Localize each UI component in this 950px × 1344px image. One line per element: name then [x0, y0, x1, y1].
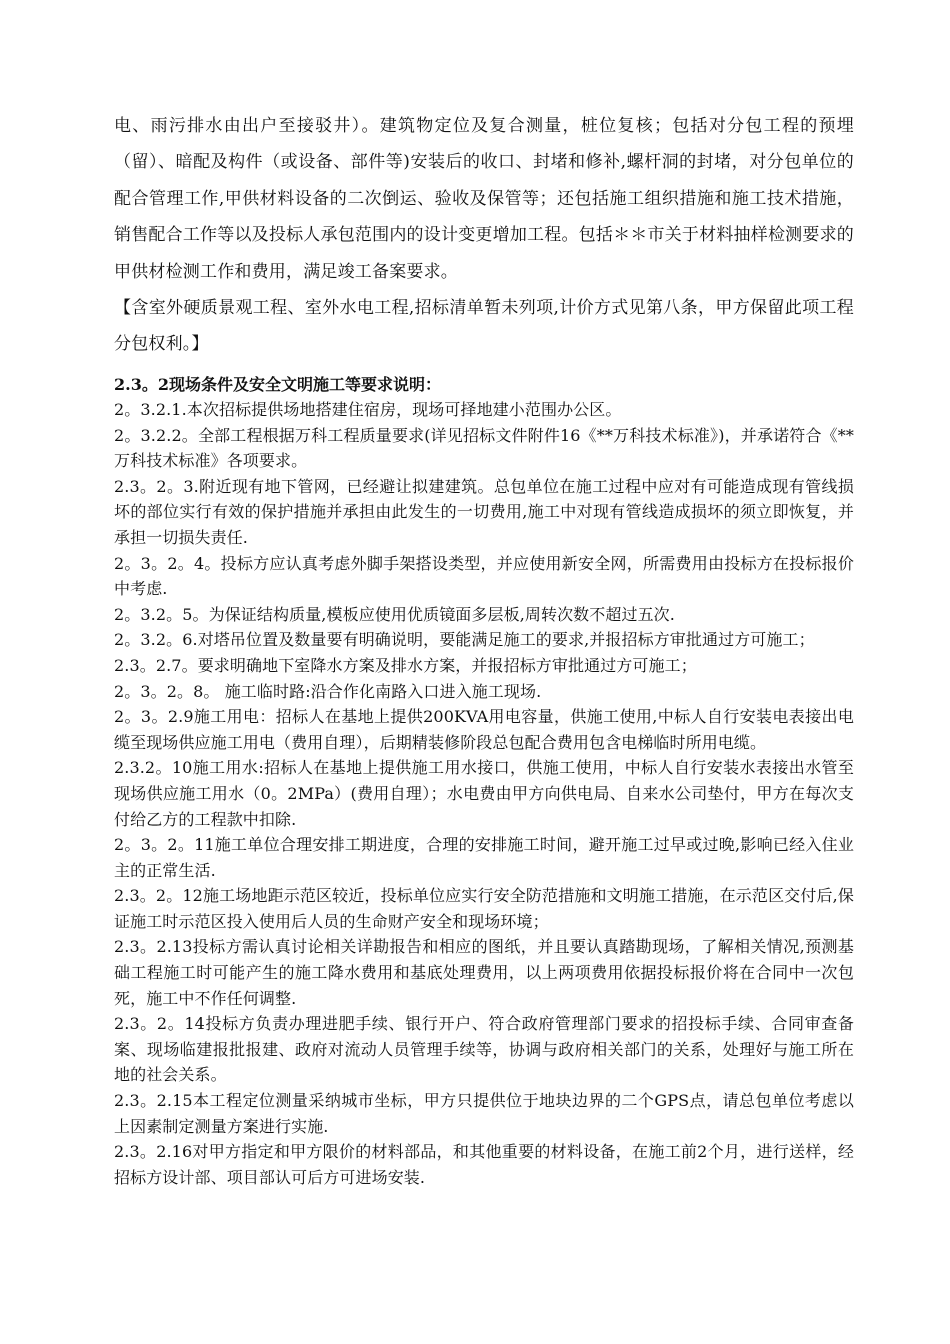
- clause-item: 2。3。2。8。 施工临时路:沿合作化南路入口进入施工现场.: [114, 681, 542, 701]
- intro-paragraph-scope: 电、雨污排水由出户至接驳井）。建筑物定位及复合测量，桩位复核；包括对分包工程的预埋（留）、暗配及构件（或设备、部件等)安装后的收口、封堵和修补,螺杆洞的封堵，对分包单位的配合管理工作,甲供材料设备的二次倒运、验收及保管等；还包括施工组织措施和施工技术措施，销售配合工作等以及投标人承包范围内的设计变更增加工程。包括＊＊市关于材料抽样检测要求的甲供材检测工作和费用，满足竣工备案要求。: [114, 116, 854, 282]
- clause-item: 2.3。2。12施工场地距示范区较近，投标单位应实行安全防范措施和文明施工措施，在示范区交付后,保证施工时示范区投入使用后人员的生命财产安全和现场环境；: [114, 886, 854, 931]
- clause-item: 2。3.2.2。全部工程根据万科工程质量要求(详见招标文件附件16《**万科技术标准》)，并承诺符合《**万科技术标准》各项要求。: [114, 425, 854, 471]
- section-heading: 2.3。2现场条件及安全文明施工等要求说明：: [114, 375, 441, 394]
- clause-item: 2。3.2.1.本次招标提供场地搭建住宿房，现场可择地建小范围办公区。: [114, 400, 622, 419]
- clause-item: 2.3。2.16对甲方指定和甲方限价的材料部品，和其他重要的材料设备，在施工前2个月，进行送样，经招标方设计部、项目部认可后方可进场安装.: [114, 1142, 854, 1187]
- clause-item: 2.3。2.15本工程定位测量采纳城市坐标，甲方只提供位于地块边界的二个GPS点，请总包单位考虑以上因素制定测量方案进行实施.: [114, 1091, 854, 1136]
- clause-item: 2.3.2。10施工用水:招标人在基地上提供施工用水接口，供施工使用，中标人自行安装水表接出水管至现场供应施工用水（0。2MPa）(费用自理）；水电费由甲方向供电局、自来水公司垫付，甲方在每次支付给乙方的工程款中扣除.: [114, 758, 854, 829]
- clause-item: 2。3。2.9施工用电：招标人在基地上提供200KVA用电容量，供施工使用,中标人自行安装电表接出电缆至现场供应施工用电（费用自理），后期精装修阶段总包配合费用包含电梯临时所用电缆。: [114, 707, 854, 752]
- clause-item: 2.3。2.13投标方需认真讨论相关详勘报告和相应的图纸，并且要认真踏勘现场，了解相关情况,预测基础工程施工时可能产生的施工降水费用和基底处理费用，以上两项费用依据投标报价将在合同中一次包死，施工中不作任何调整.: [114, 937, 854, 1008]
- clause-item: 2。3。2。4。投标方应认真考虑外脚手架搭设类型，并应使用新安全网，所需费用由投标方在投标报价中考虑.: [114, 553, 854, 599]
- clause-item: 2。3.2。6.对塔吊位置及数量要有明确说明，要能满足施工的要求,并报招标方审批通过方可施工；: [114, 630, 815, 650]
- clause-item: 2.3。2.7。要求明确地下室降水方案及排水方案，并报招标方审批通过方可施工；: [114, 655, 697, 675]
- intro-block: [114, 108, 854, 363]
- clause-item: 2.3。2。14投标方负责办理进肥手续、银行开户、符合政府管理部门要求的招投标手续、合同审查备案、现场临建报批报建、政府对流动人员管理手续等，协调与政府相关部门的关系，处理好与施工所在地的社会关系。: [114, 1014, 854, 1085]
- clause-item: 2。3.2。5。为保证结构质量,模板应使用优质镜面多层板,周转次数不超过五次.: [114, 604, 675, 624]
- clause-item: 2.3。2。3.附近现有地下管网，已经避让拟建建筑。总包单位在施工过程中应对有可能造成现有管线损坏的部位实行有效的保护措施并承担由此发生的一切费用,施工中对现有管线造成损坏的须立即恢复，并承担一切损失责任.: [114, 476, 854, 547]
- clause-list: [114, 397, 854, 1190]
- intro-paragraph-landscape-note: 【含室外硬质景观工程、室外水电工程,招标清单暂未列项,计价方式见第八条，甲方保留此项工程分包权利。】: [114, 298, 854, 355]
- clause-item: 2。3。2。11施工单位合理安排工期进度，合理的安排施工时间，避开施工过早或过晚,影响已经入住业主的正常生活.: [114, 835, 854, 880]
